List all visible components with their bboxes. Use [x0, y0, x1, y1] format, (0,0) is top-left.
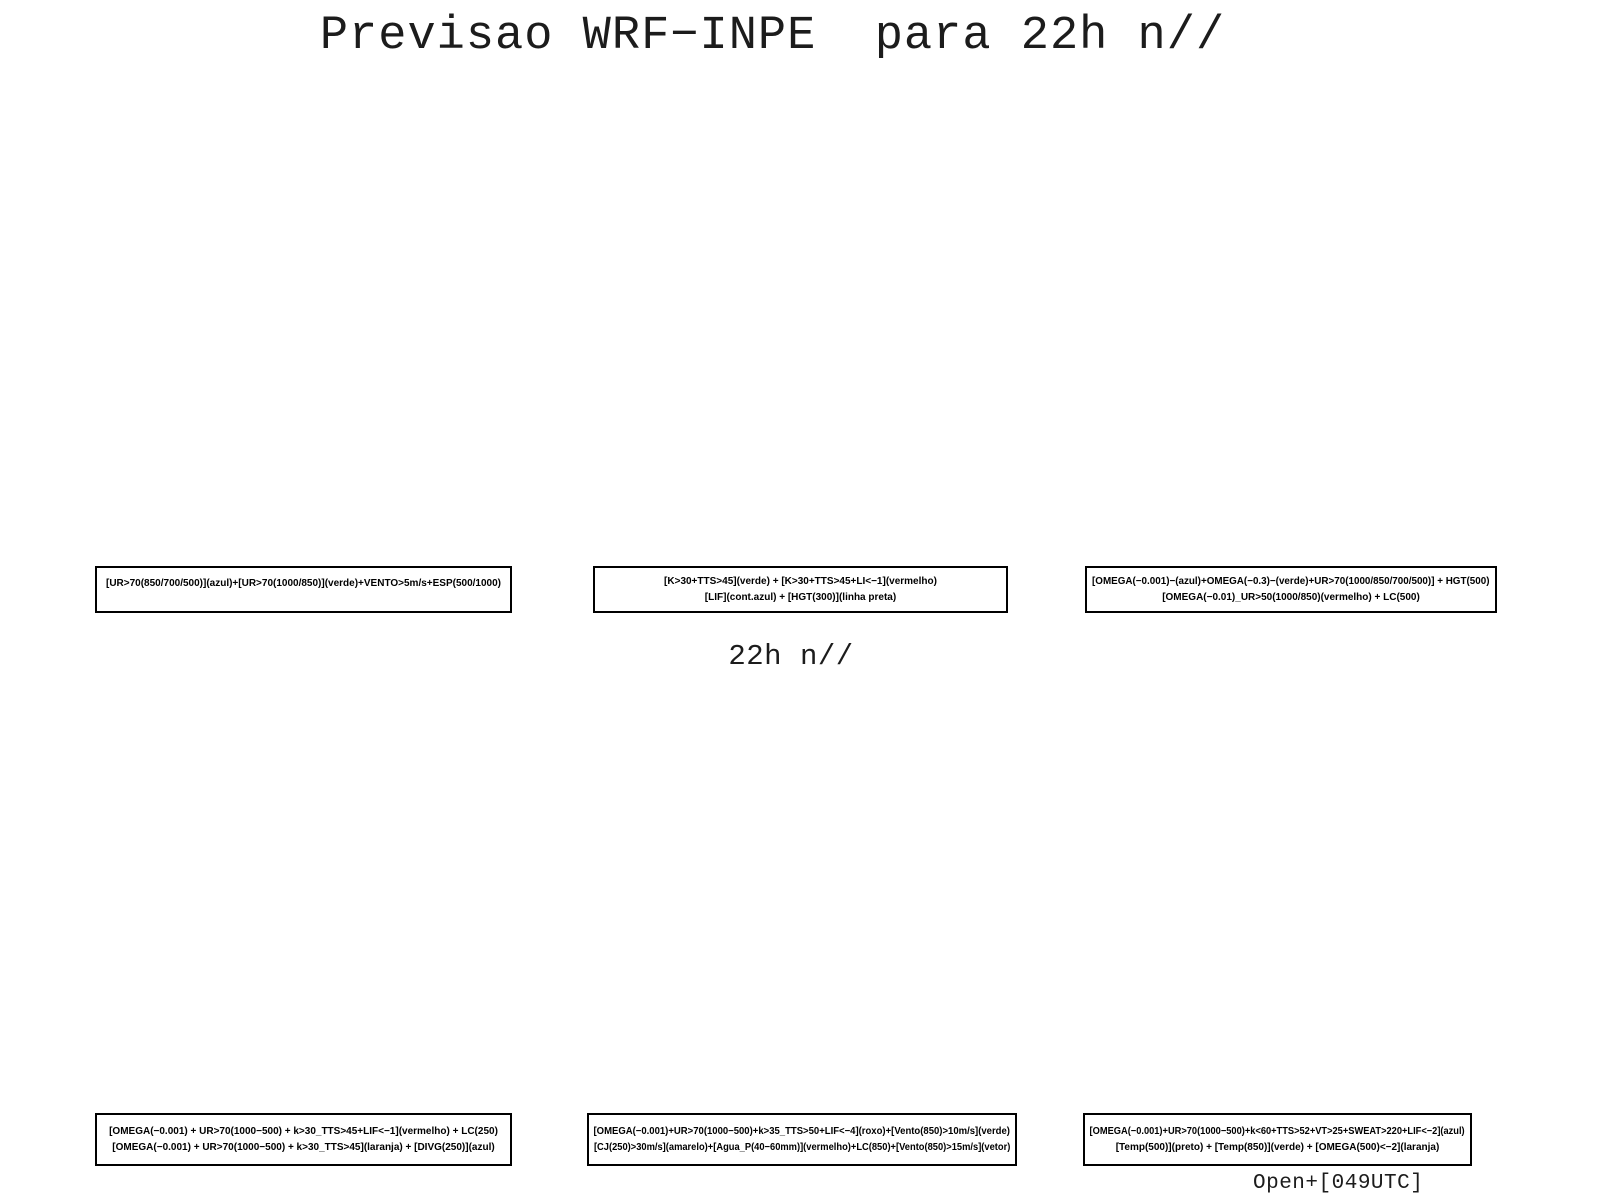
- legend-line: [K>30+TTS>45](verde) + [K>30+TTS>45+LI<−1](vermelho): [664, 575, 937, 587]
- page-title: Previsao WRF−INPE para 22h n//: [319, 10, 1226, 63]
- legend-box-top-center: [593, 566, 1008, 613]
- legend-line: [OMEGA(−0.001)−(azul)+OMEGA(−0.3)−(verde)+UR>70(1000/850/700/500)] + HGT(500): [1092, 575, 1490, 587]
- legend-line: [OMEGA(−0.001)+UR>70(1000−500)+k<60+TTS>52+VT>25+SWEAT>220+LIF<−2](azul): [1089, 1125, 1466, 1137]
- legend-box-bottom-right: [1083, 1113, 1472, 1166]
- legend-line: [OMEGA(−0.01)_UR>50(1000/850)(vermelho) + LC(500): [1162, 591, 1420, 603]
- legend-line: [CJ(250)>30m/s](amarelo)+[Agua_P(40−60mm)](vermelho)+LC(850)+[Vento(850)>15m/s](vetor): [593, 1141, 1011, 1153]
- legend-box-top-left: [95, 566, 512, 613]
- legend-box-top-right: [1085, 566, 1497, 613]
- legend-line: [OMEGA(−0.001) + UR>70(1000−500) + k>30_TTS>45](laranja) + [DIVG(250)](azul): [112, 1141, 495, 1153]
- legend-box-bottom-left: [95, 1113, 512, 1166]
- legend-line: [OMEGA(−0.001) + UR>70(1000−500) + k>30_TTS>45+LIF<−1](vermelho) + LC(250): [109, 1125, 498, 1137]
- center-time-label: 22h n//: [728, 640, 854, 673]
- legend-line: [UR>70(850/700/500)](azul)+[UR>70(1000/850)](verde)+VENTO>5m/s+ESP(500/1000): [105, 577, 502, 589]
- footer-open-label: Open+[049UTC]: [1253, 1172, 1424, 1195]
- legend-box-bottom-center: [587, 1113, 1017, 1166]
- legend-line: [LIF](cont.azul) + [HGT(300)](linha preta): [704, 591, 897, 603]
- legend-line: [Temp(500)](preto) + [Temp(850)](verde) + [OMEGA(500)<−2](laranja): [1115, 1141, 1440, 1153]
- legend-line: [OMEGA(−0.001)+UR>70(1000−500)+k>35_TTS>50+LIF<−4](roxo)+[Vento(850)>10m/s](verde): [593, 1125, 1011, 1137]
